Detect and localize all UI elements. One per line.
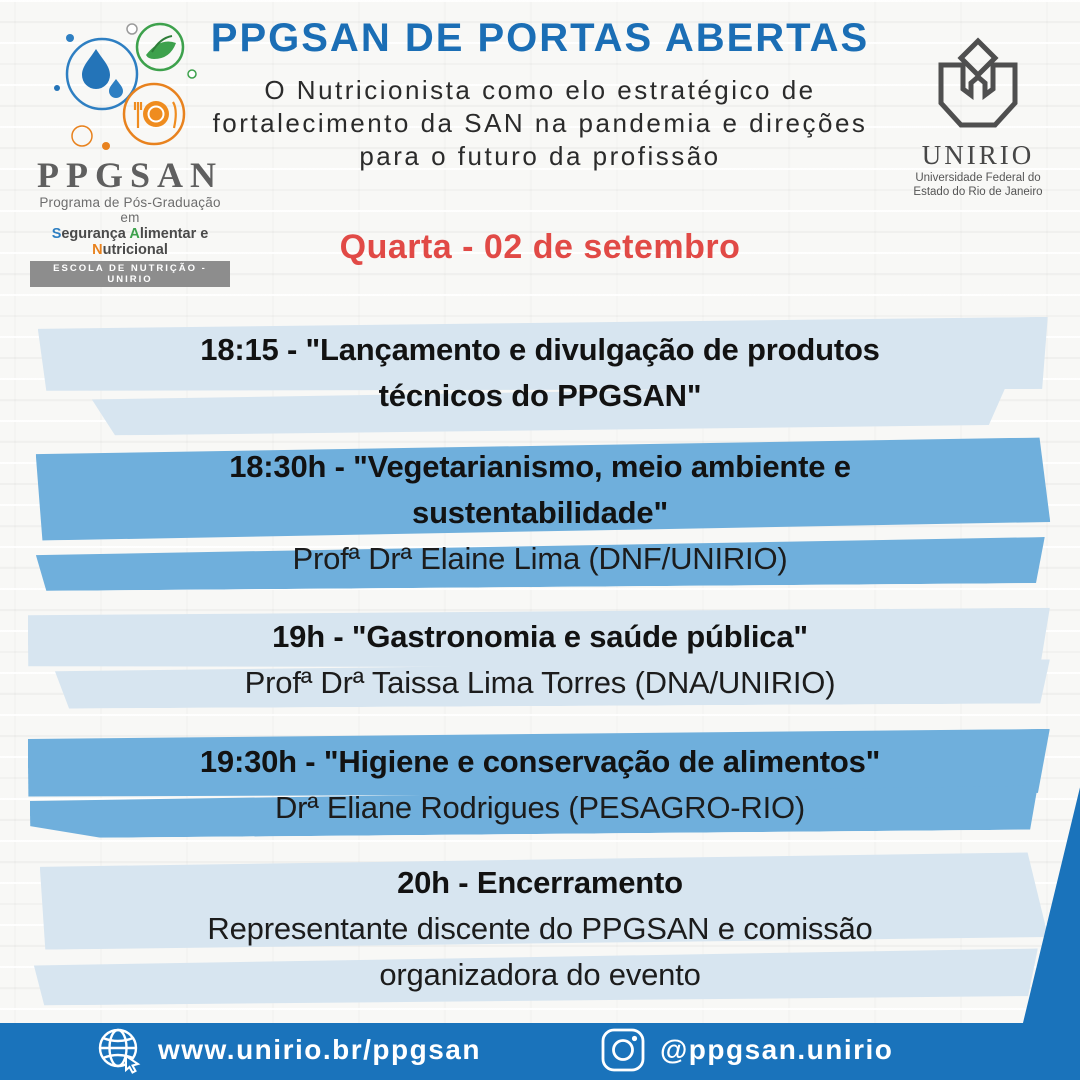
website-link[interactable] (96, 1024, 481, 1076)
san-alimentar: limentar e (139, 226, 209, 242)
globe-pointer-icon (96, 1026, 144, 1074)
item-title-line: 18:15 - "Lançamento e divulgação de produtos (200, 332, 880, 367)
schedule-item-19h (40, 614, 1040, 706)
item-title-line: 19h - "Gastronomia e saúde pública" (272, 619, 808, 654)
ppgsan-acronym: PPGSAN (37, 155, 223, 195)
unirio-sub-line: Universidade Federal do (915, 172, 1041, 184)
subtitle-line: O Nutricionista como elo estratégico de (264, 75, 816, 105)
unirio-emblem-icon (932, 36, 1024, 132)
item-title-line: técnicos do PPGSAN" (378, 378, 702, 413)
unirio-name: UNIRIO (921, 140, 1035, 170)
san-a: A (129, 226, 140, 242)
page-title: PPGSAN DE PORTAS ABERTAS (210, 16, 870, 60)
item-speaker-line: Representante discente do PPGSAN e comissão (207, 911, 873, 946)
schedule-item-1815 (40, 327, 1040, 419)
unirio-subtitle (898, 171, 1058, 199)
instagram-link[interactable] (600, 1024, 893, 1076)
item-speaker-line: Profª Drª Elaine Lima (DNF/UNIRIO) (292, 541, 788, 576)
subtitle-line: para o futuro da profissão (359, 141, 721, 171)
item-title-line: 18:30h - "Vegetarianismo, meio ambiente e (229, 449, 851, 484)
website-url[interactable]: www.unirio.br/ppgsan (158, 1034, 481, 1065)
schedule-item-1930 (40, 739, 1040, 831)
san-nutricional: utricional (102, 242, 168, 258)
instagram-handle[interactable]: @ppgsan.unirio (660, 1034, 894, 1065)
ppgsan-school-banner: ESCOLA DE NUTRIÇÃO - UNIRIO (30, 261, 230, 287)
san-s: S (51, 226, 62, 242)
subtitle-line: fortalecimento da SAN na pandemia e direções (212, 108, 868, 138)
item-title-line: 19:30h - "Higiene e conservação de alimentos" (199, 744, 881, 779)
schedule-item-20h (40, 860, 1040, 998)
item-speaker-line: Drª Eliane Rodrigues (PESAGRO-RIO) (274, 790, 806, 825)
ppgsan-program-line: Programa de Pós-Graduação em (39, 195, 221, 225)
date-heading: Quarta - 02 de setembro (339, 228, 741, 266)
item-speaker-line: organizadora do evento (379, 957, 701, 992)
san-n: N (92, 242, 103, 258)
unirio-sub-line: Estado do Rio de Janeiro (913, 186, 1043, 198)
unirio-logo (898, 36, 1058, 199)
item-title-line: 20h - Encerramento (397, 865, 683, 900)
item-speaker-line: Profª Drª Taissa Lima Torres (DNA/UNIRIO) (244, 665, 836, 700)
instagram-icon (600, 1027, 646, 1073)
san-seguranca: egurança (61, 226, 130, 242)
schedule-item-1830 (40, 444, 1040, 582)
item-title-line: sustentabilidade" (412, 495, 668, 530)
event-subtitle (110, 74, 970, 173)
